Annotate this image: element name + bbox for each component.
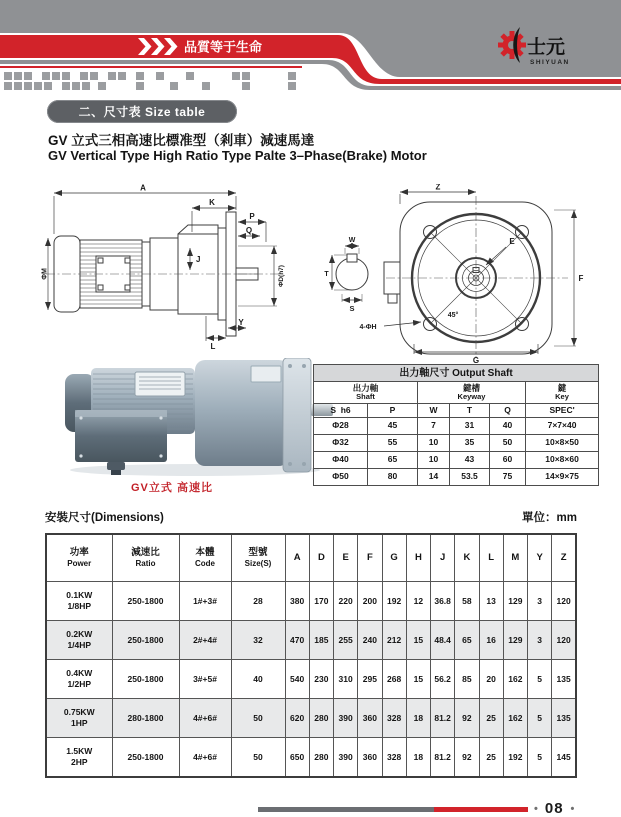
dim-label-A: A [140, 184, 146, 193]
dim-label-E: E [509, 237, 515, 246]
cell: 240 [358, 621, 382, 660]
dim-label-G: G [472, 356, 480, 365]
cell: 48.4 [431, 621, 455, 660]
page-title-zh: GV 立式三相高速比標准型（剎車）減速馬達 [48, 133, 315, 148]
dimensions-caption-row [45, 509, 577, 525]
cell: 380 [285, 582, 309, 621]
col-header-dim: M [503, 534, 527, 582]
col-header-dim: Z [552, 534, 576, 582]
cell: 60 [490, 452, 526, 469]
power-cell: 0.4KW 1/2HP [46, 660, 112, 699]
table-row [314, 452, 599, 469]
cell: 14×9×75 [526, 469, 599, 486]
cell: 162 [503, 660, 527, 699]
cell: 65 [368, 452, 418, 469]
dim-label-F: F [578, 274, 584, 283]
cell: 15 [406, 621, 430, 660]
cell: 250-1800 [112, 582, 179, 621]
col-header-ratio: 減速比 Ratio [112, 534, 179, 582]
cell: 390 [334, 699, 358, 738]
cell: Φ32 [314, 435, 368, 452]
logo-subtitle: SHIYUAN [530, 59, 570, 66]
cell: 268 [382, 660, 406, 699]
cell: 135 [552, 660, 576, 699]
group-key: 鍵 Key [526, 382, 599, 404]
cell: 328 [382, 699, 406, 738]
cell: 470 [285, 621, 309, 660]
cell: 185 [309, 621, 333, 660]
cell: 170 [309, 582, 333, 621]
header-row [46, 534, 576, 582]
group-shaft: 出力軸 Shaft [314, 382, 418, 404]
cell: 10 [418, 452, 450, 469]
cell: 13 [479, 582, 503, 621]
cell: 255 [334, 621, 358, 660]
cell: 50 [231, 738, 285, 778]
col-header: T [450, 404, 490, 418]
unit-label: 單位：mm [522, 512, 577, 524]
cell: 129 [503, 621, 527, 660]
cell: Φ28 [314, 418, 368, 435]
col-header: SPEC' [526, 404, 599, 418]
section-pill [47, 100, 237, 123]
company-logo [492, 24, 612, 68]
cell: 230 [309, 660, 333, 699]
cell: 7×7×40 [526, 418, 599, 435]
col-header-dim: H [406, 534, 430, 582]
cell: 50 [231, 699, 285, 738]
cell: 25 [479, 738, 503, 778]
cell: 20 [479, 660, 503, 699]
cable-gland [107, 462, 125, 470]
col-header-dim: Y [528, 534, 552, 582]
dim-label-T: T [324, 271, 329, 278]
col-header-power: 功率 Power [46, 534, 112, 582]
col-header-dim: K [455, 534, 479, 582]
terminal-box [75, 410, 167, 462]
cell: 40 [490, 418, 526, 435]
col-header-dim: G [382, 534, 406, 582]
cell: 540 [285, 660, 309, 699]
power-cell: 0.75KW 1HP [46, 699, 112, 738]
col-header-dim: D [309, 534, 333, 582]
cell: 3 [528, 582, 552, 621]
header-slogan: 品質等于生命 [184, 39, 263, 55]
dim-label-P: P [249, 212, 255, 221]
dim-label-angle: 45° [447, 312, 459, 319]
cell: 3#+5# [179, 660, 231, 699]
col-header: Q [490, 404, 526, 418]
col-header: W [418, 404, 450, 418]
cell: 650 [285, 738, 309, 778]
dim-label-Z: Z [435, 184, 441, 192]
cell: 45 [368, 418, 418, 435]
gearbox-label [251, 366, 281, 382]
group-keyway: 鍵槽 Keyway [418, 382, 526, 404]
cell: 390 [334, 738, 358, 778]
name-plate [135, 372, 185, 396]
cell: 4#+6# [179, 738, 231, 778]
cell: 36.8 [431, 582, 455, 621]
cell: 280 [309, 699, 333, 738]
cell: 25 [479, 699, 503, 738]
cell: 192 [382, 582, 406, 621]
decor-squares [4, 72, 296, 90]
col-header-dim: E [334, 534, 358, 582]
cell: 1#+3# [179, 582, 231, 621]
col-header-code: 本體 Code [179, 534, 231, 582]
dim-label-K: K [209, 198, 215, 207]
col-header: S h6 [314, 404, 368, 418]
cell: 212 [382, 621, 406, 660]
cell: 18 [406, 699, 430, 738]
dim-label-Y: Y [238, 318, 244, 327]
cell: 145 [552, 738, 576, 778]
page-bullet: • [570, 802, 575, 815]
cell: 40 [231, 660, 285, 699]
cell: Φ40 [314, 452, 368, 469]
cell: 81.2 [431, 699, 455, 738]
front-view-diagram [322, 184, 604, 366]
shaft-table-title: 出力軸尺寸 Output Shaft [314, 365, 599, 382]
cell: 55 [368, 435, 418, 452]
cell: 250-1800 [112, 738, 179, 778]
cell: 32 [231, 621, 285, 660]
footer-red-bar [434, 807, 528, 812]
table-row [46, 582, 576, 621]
table-row [46, 621, 576, 660]
dim-label-W: W [348, 237, 356, 244]
dimensions-label: 安裝尺寸(Dimensions) [45, 512, 164, 524]
col-header-size: 型號 Size(S) [231, 534, 285, 582]
table-row [46, 738, 576, 778]
cell: 92 [455, 699, 479, 738]
table-row [314, 435, 599, 452]
cell: 18 [406, 738, 430, 778]
col-header-dim: L [479, 534, 503, 582]
cell: 5 [528, 738, 552, 778]
dim-label-holes: 4-ΦH [359, 324, 377, 331]
cell: 310 [334, 660, 358, 699]
cell: 3 [528, 621, 552, 660]
cell: 75 [490, 469, 526, 486]
cell: 2#+4# [179, 621, 231, 660]
col-header-dim: A [285, 534, 309, 582]
page-title-en: GV Vertical Type High Ratio Type Palte 3–Phase(Brake) Motor [48, 148, 427, 163]
cell: 200 [358, 582, 382, 621]
dimensions-table [45, 533, 577, 778]
dim-label-L: L [210, 342, 216, 351]
photo-caption: GV立式 高速比 [131, 482, 213, 494]
footer-gray-bar [258, 807, 434, 812]
output-shaft-table [313, 364, 599, 486]
cell: 250-1800 [112, 660, 179, 699]
cell: 360 [358, 738, 382, 778]
cell: 58 [455, 582, 479, 621]
table-row [46, 660, 576, 699]
cell: 85 [455, 660, 479, 699]
cell: 280 [309, 738, 333, 778]
cell: 50 [490, 435, 526, 452]
col-header-dim: F [358, 534, 382, 582]
cell: 129 [503, 582, 527, 621]
cell: 280-1800 [112, 699, 179, 738]
cell: 15 [406, 660, 430, 699]
col-header-dim: J [431, 534, 455, 582]
cell: 4#+6# [179, 699, 231, 738]
cell: 192 [503, 738, 527, 778]
cell: 10×8×60 [526, 452, 599, 469]
dim-label-J: J [196, 255, 201, 264]
page-number-block [534, 800, 574, 817]
cell: 81.2 [431, 738, 455, 778]
cell: 43 [450, 452, 490, 469]
product-photo [55, 358, 333, 478]
cell: 16 [479, 621, 503, 660]
cell: 56.2 [431, 660, 455, 699]
mounting-flange [283, 358, 311, 472]
cell: 65 [455, 621, 479, 660]
dim-label-M: ΦM [41, 268, 49, 280]
cell: 620 [285, 699, 309, 738]
header-thin-red-line [0, 66, 302, 68]
cell: 92 [455, 738, 479, 778]
cell: 12 [406, 582, 430, 621]
cell: Φ50 [314, 469, 368, 486]
cell: 120 [552, 582, 576, 621]
table-row [314, 418, 599, 435]
page-bullet: • [534, 802, 538, 815]
side-view-diagram [40, 184, 320, 360]
cell: 328 [382, 738, 406, 778]
table-row [314, 469, 599, 486]
cell: 80 [368, 469, 418, 486]
cell: 28 [231, 582, 285, 621]
cell: 162 [503, 699, 527, 738]
page-number: 08 [544, 800, 564, 817]
col-header: P [368, 404, 418, 418]
cell: 135 [552, 699, 576, 738]
cell: 7 [418, 418, 450, 435]
dim-label-Q: Q [245, 226, 253, 235]
cell: 31 [450, 418, 490, 435]
gear-icon [498, 27, 526, 63]
cell: 220 [334, 582, 358, 621]
logo-name: 士元 [527, 37, 566, 58]
cell: 360 [358, 699, 382, 738]
cell: 5 [528, 699, 552, 738]
cell: 10 [418, 435, 450, 452]
section-title: 二、尺寸表 Size table [78, 105, 206, 119]
cell: 53.5 [450, 469, 490, 486]
cell: 14 [418, 469, 450, 486]
cell: 10×8×50 [526, 435, 599, 452]
cell: 120 [552, 621, 576, 660]
power-cell: 1.5KW 2HP [46, 738, 112, 778]
cell: 295 [358, 660, 382, 699]
dim-label-D: ΦD(h7) [278, 265, 285, 287]
cell: 35 [450, 435, 490, 452]
power-cell: 0.2KW 1/4HP [46, 621, 112, 660]
cell: 5 [528, 660, 552, 699]
power-cell: 0.1KW 1/8HP [46, 582, 112, 621]
table-row [46, 699, 576, 738]
dim-label-S: S [349, 304, 355, 313]
cell: 250-1800 [112, 621, 179, 660]
